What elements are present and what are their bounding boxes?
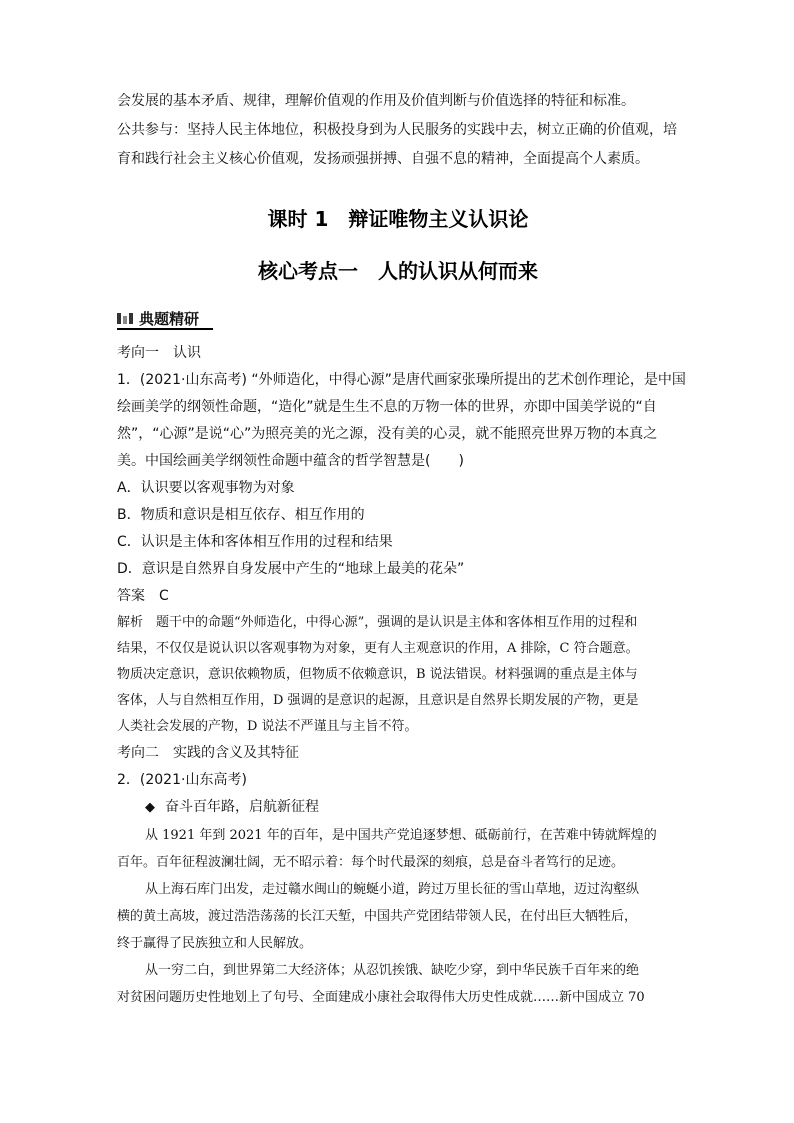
subheading-text: 奋斗百年路，启航新征程 bbox=[165, 799, 319, 815]
passage-line: 从 1921 年到 2021 年的百年，是中国共产党追逐梦想、砥砺前行，在苦难中铸就辉煌的 bbox=[145, 828, 657, 843]
intro-line-3: 育和践行社会主义核心价值观，发扬顽强拼搏、自强不息的精神，全面提高个人素质。 bbox=[117, 151, 649, 167]
intro-line-2: 公共参与：坚持人民主体地位，积极投身到为人民服务的实践中去，树立正确的价值观，培 bbox=[117, 122, 677, 138]
question-1-block bbox=[117, 344, 686, 605]
intro-line-1: 会发展的基本矛盾、规律，理解价值观的作用及价值判断与价值选择的特征和标准。 bbox=[117, 93, 635, 109]
intro-paragraph bbox=[117, 92, 679, 168]
question-1-line: 绘画美学的纲领性命题，“造化”就是生生不息的万物一体的世界，亦即中国美学说的“自 bbox=[117, 399, 657, 415]
passage-line: 从一穷二白，到世界第二大经济体；从忍饥挨饿、缺吃少穿，到中华民族千百年来的绝 bbox=[145, 963, 640, 978]
section-header bbox=[117, 306, 213, 330]
passage-line: 对贫困问题历史性地划上了句号、全面建成小康社会取得伟大历史性成就……新中国成立 70 bbox=[117, 990, 645, 1005]
passage-line: 百年。百年征程波澜壮阔，无不昭示着：每个时代最深的刻痕，总是奋斗者笃行的足迹。 bbox=[117, 855, 625, 870]
analysis-line: 人类社会发展的产物，D 说法不严谨且与主旨不符。 bbox=[117, 719, 418, 734]
section-label: 典题精研 bbox=[139, 309, 200, 328]
option-a: A．认识要以客观事物为对象 bbox=[117, 480, 295, 496]
passage-block bbox=[117, 827, 679, 1006]
question-2-head: 2．(2021·山东高考) bbox=[117, 772, 247, 788]
lesson-title: 课时 1 辩证唯物主义认识论 bbox=[267, 207, 529, 231]
core-point-title: 核心考点一 人的认识从何而来 bbox=[258, 259, 538, 283]
passage-line: 从上海石库门出发，走过赣水闽山的蜿蜒小道，跨过万里长征的雪山草地，迈过沟壑纵 bbox=[145, 882, 640, 897]
question-1-line: 1．(2021·山东高考) “外师造化，中得心源”是唐代画家张璪所提出的艺术创作理论，是中国 bbox=[117, 372, 686, 388]
question-1-line: 美。中国绘画美学纲领性命题中蕴含的哲学智慧是( ) bbox=[117, 453, 464, 469]
option-c: C．认识是主体和客体相互作用的过程和结果 bbox=[117, 534, 393, 550]
section-bars-icon bbox=[117, 313, 133, 324]
diamond-bullet-icon: ◆ bbox=[145, 800, 155, 815]
answer: 答案 C bbox=[117, 588, 169, 604]
section-underline bbox=[117, 328, 213, 330]
direction-2-label: 考向二 实践的含义及其特征 bbox=[117, 745, 299, 761]
option-d: D．意识是自然界自身发展中产生的“地球上最美的花朵” bbox=[117, 561, 465, 577]
direction-1-label: 考向一 认识 bbox=[117, 345, 201, 361]
question-2-block bbox=[117, 744, 679, 817]
document-page bbox=[117, 92, 686, 1006]
passage-line: 横的黄土高坡，渡过浩浩荡荡的长江天堑，中国共产党团结带领人民，在付出巨大牺牲后， bbox=[117, 909, 638, 924]
question-1-line: 然”，“心源”是说“心”为照亮美的光之源，没有美的心灵，就不能照亮世界万物的本真之 bbox=[117, 426, 658, 442]
passage-line: 终于赢得了民族独立和人民解放。 bbox=[117, 936, 313, 951]
analysis-line: 客体，人与自然相互作用，D 强调的是意识的起源，且意识是自然界长期发展的产物，更是 bbox=[117, 693, 639, 708]
option-b: B．物质和意识是相互依存、相互作用的 bbox=[117, 507, 365, 523]
analysis-line: 解析 题干中的命题“外师造化，中得心源”，强调的是认识是主体和客体相互作用的过程和 bbox=[117, 615, 638, 630]
subheading bbox=[117, 798, 679, 817]
analysis-block bbox=[117, 614, 679, 735]
analysis-line: 物质决定意识，意识依赖物质，但物质不依赖意识，B 说法错误。材料强调的重点是主体与 bbox=[117, 667, 638, 682]
analysis-line: 结果，不仅仅是说认识以客观事物为对象，更有人主观意识的作用，A 排除，C 符合题意。 bbox=[117, 641, 639, 656]
